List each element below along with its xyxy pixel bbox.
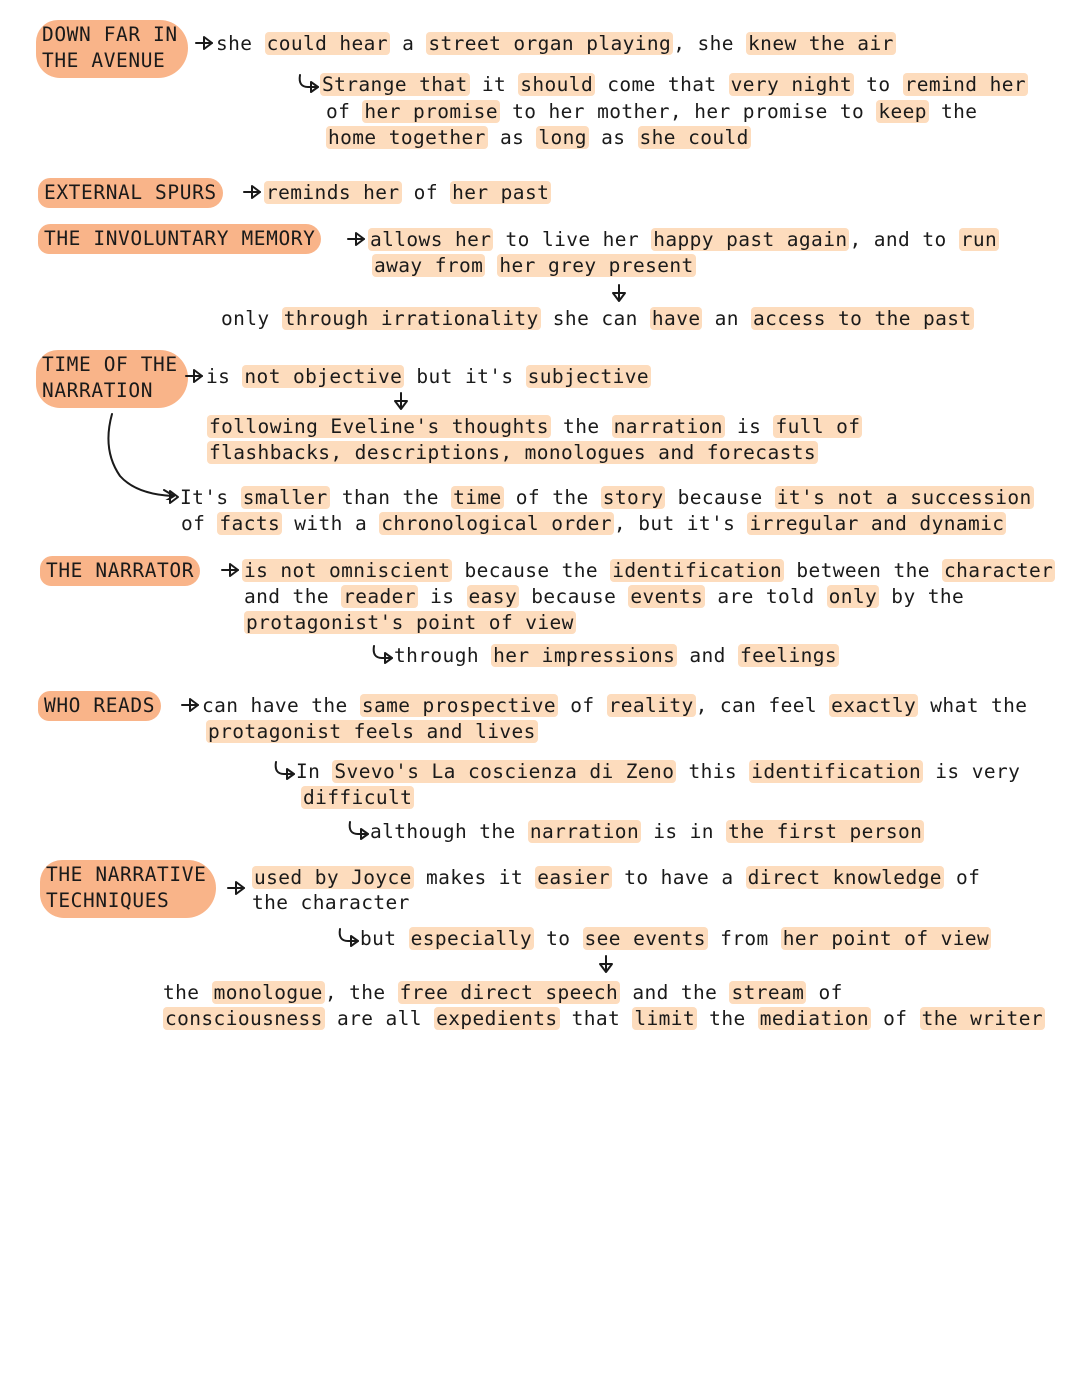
- text-fragment: this: [676, 760, 750, 783]
- arrow-right-icon: [194, 35, 216, 51]
- highlighted-text: run: [960, 228, 998, 251]
- text-fragment: to live her: [493, 228, 652, 251]
- note-line: [180, 693, 1027, 719]
- text-fragment: to have a: [612, 866, 746, 889]
- highlighted-text: direct knowledge: [747, 866, 942, 889]
- text-fragment: , the: [324, 981, 398, 1004]
- highlighted-text: her impressions: [493, 644, 676, 667]
- hook-arrow-icon: [296, 73, 320, 95]
- highlighted-text: protagonist feels and lives: [208, 720, 536, 743]
- text-fragment: is very: [923, 760, 1021, 783]
- highlighted-text: could hear: [266, 32, 388, 55]
- note-line: [207, 440, 818, 466]
- section-label-who-reads: WHO READS: [38, 691, 161, 721]
- text-fragment: she can: [540, 307, 650, 330]
- note-line: [336, 926, 991, 952]
- highlighted-text: long: [538, 126, 587, 149]
- text-fragment: to: [533, 927, 583, 950]
- text-fragment: because: [519, 585, 629, 608]
- arrow-right-icon: [220, 562, 242, 578]
- section-label-involuntary-memory: THE INVOLUNTARY MEMORY: [38, 224, 321, 254]
- text-fragment: to her mother, her promise to: [499, 100, 877, 123]
- note-line: [252, 865, 980, 891]
- highlighted-text: difficult: [303, 786, 413, 809]
- section-label-narrative-techniques: [40, 860, 216, 918]
- label-line-1: TIME OF THE: [42, 353, 178, 376]
- highlighted-text: easier: [537, 866, 611, 889]
- note-line: [252, 890, 410, 916]
- highlighted-text: only: [828, 585, 878, 608]
- section-label-narrator: THE NARRATOR: [40, 556, 200, 586]
- highlighted-text: used by Joyce: [254, 866, 412, 889]
- highlighted-text: she could: [639, 126, 749, 149]
- note-line: [242, 180, 551, 206]
- text-fragment: of: [806, 981, 843, 1004]
- note-line: [168, 485, 1034, 511]
- label-line-2: THE AVENUE: [42, 49, 166, 72]
- text-fragment: come that: [595, 73, 729, 96]
- text-fragment: because the: [452, 559, 611, 582]
- highlighted-text: consciousness: [165, 1007, 323, 1030]
- highlighted-text: narration: [613, 415, 723, 438]
- note-line: [301, 785, 414, 811]
- note-line: [326, 125, 751, 151]
- section-label-down-far-in-the-avenue: [36, 20, 188, 78]
- label-line-1: THE NARRATIVE: [46, 863, 207, 886]
- highlighted-text: irregular and dynamic: [749, 512, 1005, 535]
- text-fragment: of: [326, 100, 363, 123]
- note-line: [194, 31, 896, 57]
- highlighted-text: following Eveline's thoughts: [209, 415, 549, 438]
- text-fragment: what the: [918, 694, 1028, 717]
- text-fragment: are told: [705, 585, 827, 608]
- note-line: [206, 719, 538, 745]
- highlighted-text: keep: [878, 100, 927, 123]
- text-fragment: of: [943, 866, 981, 889]
- highlighted-text: easy: [468, 585, 518, 608]
- text-fragment: , she: [673, 32, 747, 55]
- highlighted-text: limit: [634, 1007, 696, 1030]
- text-fragment: the: [163, 981, 212, 1004]
- section-label-time-of-narration: [36, 350, 188, 408]
- note-line: [346, 819, 924, 845]
- note-line: [370, 643, 839, 669]
- text-fragment: makes it: [413, 866, 536, 889]
- note-line: [207, 414, 862, 440]
- note-line: [372, 253, 696, 279]
- highlighted-text: especially: [410, 927, 532, 950]
- highlighted-text: her past: [452, 181, 550, 204]
- highlighted-text: events: [630, 585, 704, 608]
- hook-arrow-icon: [336, 927, 360, 949]
- highlighted-text: her grey present: [499, 254, 694, 277]
- text-fragment: as: [487, 126, 537, 149]
- note-line: [221, 306, 974, 332]
- note-line: [220, 558, 1055, 584]
- highlighted-text: not objective: [244, 365, 403, 388]
- arrow-down-icon: [393, 391, 409, 411]
- highlighted-text: story: [602, 486, 664, 509]
- text-fragment: are all: [324, 1007, 435, 1030]
- arrow-right-icon: [180, 697, 202, 713]
- text-fragment: that: [559, 1007, 633, 1030]
- text-fragment: the: [697, 1007, 758, 1030]
- highlighted-text: monologue: [213, 981, 323, 1004]
- highlighted-text: smaller: [242, 486, 328, 509]
- label-line-2: TECHNIQUES: [46, 889, 170, 912]
- text-fragment: she: [216, 32, 265, 55]
- hook-arrow-icon: [272, 760, 296, 782]
- highlighted-text: chronological order: [381, 512, 612, 535]
- hook-arrow-icon: [370, 644, 394, 666]
- text-fragment: of the: [503, 486, 601, 509]
- highlighted-text: very night: [730, 73, 853, 96]
- text-fragment: it: [469, 73, 519, 96]
- note-line: [163, 1006, 1045, 1032]
- text-fragment: by the: [879, 585, 965, 608]
- note-line: [181, 511, 1006, 537]
- text-fragment: [485, 254, 497, 277]
- text-fragment: than the: [329, 486, 452, 509]
- highlighted-text: character: [944, 559, 1054, 582]
- note-line: [296, 72, 1028, 98]
- highlighted-text: mediation: [759, 1007, 870, 1030]
- arrow-down-icon: [598, 954, 614, 974]
- arrow-down-icon: [611, 283, 627, 303]
- text-fragment: and: [677, 644, 738, 667]
- highlighted-text: away from: [374, 254, 484, 277]
- text-fragment: is: [417, 585, 467, 608]
- highlighted-text: Svevo's La coscienza di Zeno: [334, 760, 675, 783]
- highlighted-text: her promise: [364, 100, 498, 123]
- text-fragment: and the: [244, 585, 342, 608]
- highlighted-text: time: [453, 486, 502, 509]
- highlighted-text: the writer: [921, 1007, 1043, 1030]
- highlighted-text: stream: [731, 981, 805, 1004]
- highlighted-text: street organ playing: [428, 32, 672, 55]
- highlighted-text: full of: [775, 415, 861, 438]
- highlighted-text: subjective: [527, 365, 650, 388]
- highlighted-text: the first person: [728, 820, 923, 843]
- arrow-right-icon: [226, 880, 248, 896]
- arrow-right-icon: [184, 368, 206, 384]
- text-fragment: although the: [370, 820, 528, 843]
- text-fragment: In: [296, 760, 333, 783]
- note-line: [184, 364, 651, 390]
- text-fragment: an: [702, 307, 752, 330]
- text-fragment: , but it's: [613, 512, 748, 535]
- highlighted-text: it's not a succession: [776, 486, 1032, 509]
- highlighted-text: home together: [328, 126, 486, 149]
- text-fragment: through: [394, 644, 492, 667]
- text-fragment: It's: [180, 486, 241, 509]
- text-fragment: with a: [282, 512, 380, 535]
- highlighted-text: remind her: [904, 73, 1027, 96]
- highlighted-text: access to the past: [753, 307, 972, 330]
- highlighted-text: facts: [219, 512, 281, 535]
- text-fragment: only: [221, 307, 282, 330]
- arrow-head-icon: [168, 489, 180, 505]
- text-fragment: between the: [784, 559, 943, 582]
- arrow-right-icon: [346, 231, 368, 247]
- text-fragment: of: [871, 1007, 920, 1030]
- text-fragment: is: [724, 415, 774, 438]
- highlighted-text: identification: [751, 760, 922, 783]
- text-fragment: is in: [641, 820, 727, 843]
- text-fragment: , and to: [849, 228, 959, 251]
- note-line: [244, 610, 576, 636]
- text-fragment: from: [707, 927, 781, 950]
- highlighted-text: reminds her: [266, 181, 400, 204]
- highlighted-text: identification: [612, 559, 783, 582]
- highlighted-text: is not omniscient: [244, 559, 451, 582]
- highlighted-text: should: [520, 73, 594, 96]
- text-fragment: but it's: [404, 365, 526, 388]
- text-fragment: of: [181, 512, 218, 535]
- arrow-right-icon: [242, 184, 264, 200]
- text-fragment: of: [401, 181, 451, 204]
- highlighted-text: reader: [343, 585, 416, 608]
- text-fragment: to: [854, 73, 903, 96]
- highlighted-text: expedients: [436, 1007, 558, 1030]
- highlighted-text: her point of view: [782, 927, 990, 950]
- hook-arrow-icon: [346, 820, 370, 842]
- text-fragment: is: [206, 365, 243, 388]
- highlighted-text: feelings: [739, 644, 838, 667]
- note-line: [163, 980, 843, 1006]
- highlighted-text: Strange that: [322, 73, 468, 96]
- highlighted-text: exactly: [831, 694, 917, 717]
- text-fragment: but: [360, 927, 409, 950]
- highlighted-text: happy past again: [653, 228, 848, 251]
- text-fragment: can have the: [202, 694, 360, 717]
- highlighted-text: narration: [529, 820, 640, 843]
- text-fragment: a: [389, 32, 427, 55]
- highlighted-text: have: [651, 307, 701, 330]
- text-fragment: as: [588, 126, 638, 149]
- highlighted-text: flashbacks, descriptions, monologues and forecasts: [209, 441, 816, 464]
- text-fragment: , can feel: [695, 694, 830, 717]
- label-line-2: NARRATION: [42, 379, 154, 402]
- text-fragment: and the: [620, 981, 730, 1004]
- text-fragment: because: [665, 486, 775, 509]
- highlighted-text: through irrationality: [283, 307, 539, 330]
- highlighted-text: same prospective: [361, 694, 557, 717]
- note-line: [244, 584, 964, 610]
- label-line-1: DOWN FAR IN: [42, 23, 178, 46]
- highlighted-text: allows her: [370, 228, 492, 251]
- text-fragment: the: [928, 100, 978, 123]
- highlighted-text: protagonist's point of view: [246, 611, 574, 634]
- highlighted-text: knew the air: [748, 32, 894, 55]
- text-fragment: the: [550, 415, 612, 438]
- text-fragment: of: [558, 694, 607, 717]
- highlighted-text: see events: [584, 927, 706, 950]
- highlighted-text: free direct speech: [399, 981, 619, 1004]
- note-line: [326, 99, 977, 125]
- section-label-external-spurs: EXTERNAL SPURS: [38, 178, 223, 208]
- highlighted-text: reality: [608, 694, 694, 717]
- note-line: [346, 227, 999, 253]
- note-line: [272, 759, 1020, 785]
- text-fragment: the character: [252, 891, 410, 914]
